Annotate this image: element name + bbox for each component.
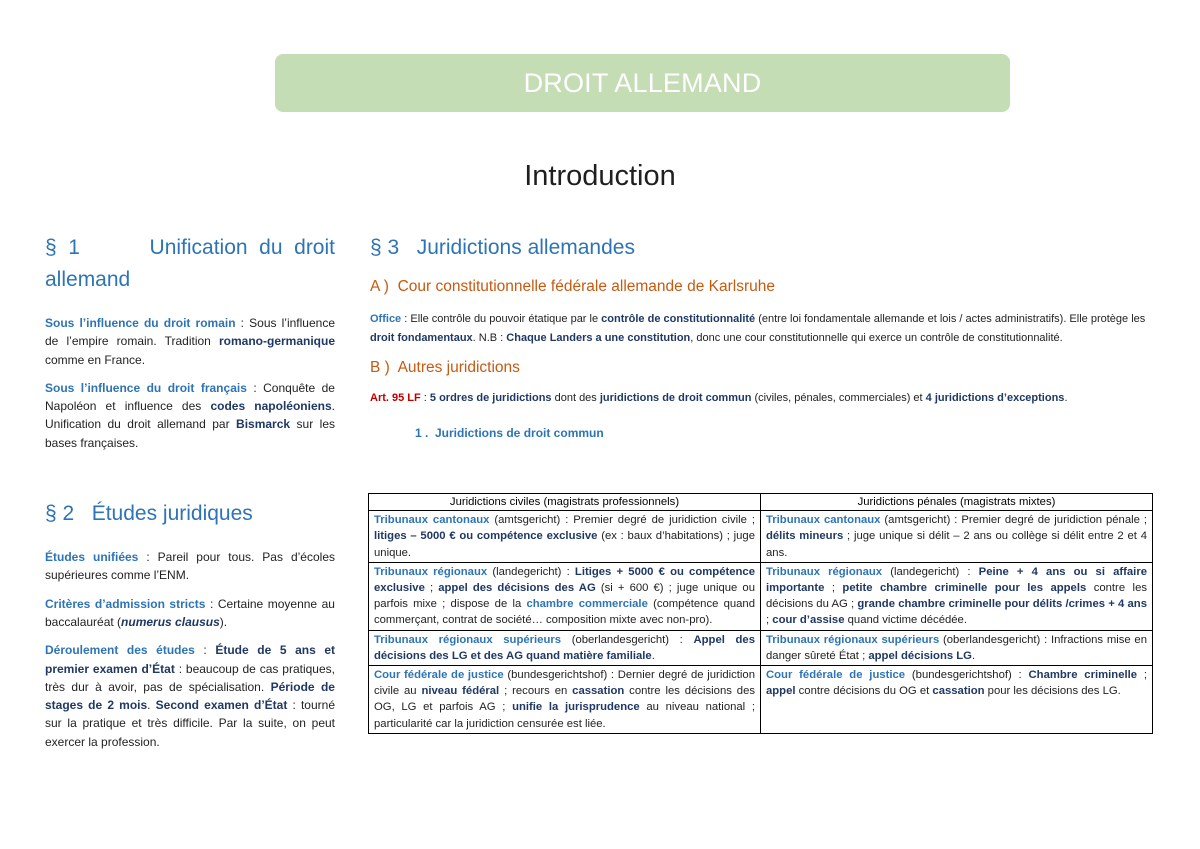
right-column: [370, 232, 1155, 440]
bold: droit fondamentaux: [370, 331, 473, 344]
bold: chambre commerciale: [526, 598, 648, 611]
lead: Déroulement des études: [45, 643, 195, 658]
lead: Cour fédérale de justice: [766, 669, 906, 682]
table-row: [369, 511, 1153, 563]
bold: cour d’assise: [772, 614, 845, 627]
lead: Critères d’admission stricts: [45, 596, 206, 611]
text: : Conquête de Napoléon et influence des: [45, 380, 335, 414]
bold: Litiges + 5000 € ou compétence exclusive: [374, 565, 755, 595]
cell-civil-federal: [369, 666, 761, 734]
cell-penal-cantonal: [761, 511, 1153, 563]
cell-civil-higher-regional: [369, 630, 761, 665]
section-2-title: § 2 Études juridiques: [45, 502, 253, 526]
text: (oberlandesgericht) : Infractions mise en danger sûreté État ;: [766, 633, 1147, 662]
table-row: [369, 666, 1153, 734]
text: .: [651, 649, 655, 662]
title-banner: [275, 54, 1010, 112]
text: (civiles, pénales, commerciales) et: [751, 392, 926, 404]
text: .: [147, 698, 156, 713]
text: : tourné sur la pratique et très difficile. Par la suite, on peut exercer la profession.: [45, 698, 335, 749]
text: ;: [424, 582, 439, 595]
subsection-b-title: B ) Autres juridictions: [370, 359, 520, 376]
paragraph-studies-course: [45, 641, 335, 751]
header-civil: Juridictions civiles (magistrats professionnels): [369, 494, 761, 511]
text: .: [1064, 392, 1068, 404]
left-column: [45, 232, 341, 751]
bold: appel: [766, 685, 796, 698]
bold-italic: numerus clausus: [121, 614, 220, 629]
bold: Appel des décisions des LG et des AG quand matière familiale: [374, 633, 755, 662]
lead: Sous l’influence du droit français: [45, 380, 247, 395]
text: quand victime décédée.: [844, 614, 967, 627]
text: (compétence quand commerçant, contrat de société… composition mixte avec non-pro).: [374, 598, 756, 627]
text: (ex : baux d’habitations) ; juge unique.: [374, 530, 755, 559]
bold: petite chambre criminelle pour les appels: [842, 582, 1087, 595]
lead: Tribunaux régionaux: [374, 565, 488, 578]
lead: Cour fédérale de justice: [374, 669, 504, 682]
text: (amtsgericht) : Premier degré de juridiction civile ;: [489, 514, 755, 527]
lead: Tribunaux régionaux: [766, 565, 883, 578]
text: .: [971, 649, 976, 662]
bold: Étude de 5 ans et premier examen d’État: [45, 643, 335, 676]
text: ;: [1137, 669, 1147, 682]
text: (landegericht) :: [882, 565, 979, 578]
bold: Bismarck: [236, 417, 291, 432]
lead: Sous l’influence du droit romain: [45, 316, 236, 330]
bold: Chambre criminelle: [1028, 669, 1138, 682]
cell-penal-higher-regional: [761, 630, 1153, 665]
lead: Tribunaux régionaux supérieurs: [766, 633, 940, 646]
text: (si + 600 €) ; juge unique ou parfois mixe ; dispose de la: [374, 582, 755, 611]
text: (amtsgericht) : Premier degré de juridiction pénale ;: [880, 514, 1147, 527]
text: comme en France.: [45, 352, 146, 367]
text: :: [194, 643, 216, 658]
document-title: DROIT ALLEMAND: [523, 67, 762, 98]
text: : Certaine moyenne au baccalauréat (: [45, 596, 335, 629]
lead: Office: [370, 313, 402, 325]
jurisdictions-table: [368, 493, 1153, 734]
text: contre décisions du OG et: [795, 685, 933, 698]
bold: codes napoléoniens: [210, 399, 332, 414]
bold: contrôle de constitutionnalité: [601, 313, 756, 325]
paragraph-french-law: [45, 379, 335, 452]
lead: Tribunaux cantonaux: [766, 514, 881, 527]
cell-civil-cantonal: [369, 511, 761, 563]
text: ).: [219, 614, 228, 629]
bold: cassation: [932, 685, 985, 698]
text: dont des: [551, 392, 600, 404]
text: pour les décisions des LG.: [984, 685, 1121, 698]
bold: romano-germanique: [218, 334, 335, 349]
lead: Études unifiées: [45, 550, 139, 565]
bold: Période de stages de 2 mois: [45, 679, 335, 713]
bold: niveau fédéral: [421, 685, 500, 698]
paragraph-art-95: [370, 389, 1155, 408]
paragraph-admission: [45, 595, 335, 632]
text: : beaucoup de cas pratiques, très dur à avoir, pas de spécialisation.: [45, 661, 335, 694]
subsection-1-title: 1 . Juridictions de droit commun: [415, 425, 604, 440]
text: sur les bases françaises.: [45, 417, 335, 450]
section-3-title: § 3 Juridictions allemandes: [370, 236, 635, 259]
section-1-title: § 1 Unification du droit allemand: [45, 236, 341, 291]
paragraph-roman-law: [45, 314, 335, 369]
table-header-row: [369, 494, 1153, 511]
text: (landegericht) :: [487, 565, 575, 578]
text: (bundesgerichtshof) : Dernier degré de juridiction civile au: [374, 669, 755, 698]
text: ; juge unique si délit – 2 ans ou collège si délit entre 2 et 4 ans.: [766, 530, 1147, 559]
bold: Chaque Landers a une constitution: [506, 331, 691, 344]
text: ;: [766, 614, 773, 627]
text: contre les décisions du AG ;: [766, 582, 1147, 611]
bold: Peine + 4 ans ou si affaire importante: [766, 565, 1147, 595]
text: , donc une cour constitutionnelle qui exerce un contrôle de constitutionnalité.: [690, 331, 1063, 344]
table-row: [369, 562, 1153, 630]
lead: Tribunaux cantonaux: [374, 514, 490, 527]
bold: délits mineurs: [766, 530, 844, 543]
bold: appel des décisions des AG: [438, 582, 596, 595]
text: . Unification du droit allemand par: [45, 399, 335, 432]
bold: cassation: [572, 685, 625, 698]
cell-civil-regional: [369, 562, 761, 630]
subsection-a-title: A ) Cour constitutionnelle fédérale allemande de Karlsruhe: [370, 278, 775, 295]
cell-penal-regional: [761, 562, 1153, 630]
bold: 5 ordres de juridictions: [429, 392, 552, 404]
text: (oberlandesgericht) :: [561, 633, 694, 646]
text: : Sous l’influence de l’empire romain. Tradition: [45, 316, 335, 349]
text: : Elle contrôle du pouvoir étatique par le: [401, 313, 602, 325]
text: :: [420, 392, 430, 404]
text: au niveau national ; particularité car la juridiction censurée est liée.: [374, 701, 755, 730]
bold: grande chambre criminelle pour délits /crimes + 4 ans: [857, 598, 1147, 611]
lead: Art. 95 LF: [370, 392, 421, 404]
paragraph-office: [370, 310, 1155, 347]
lead: Tribunaux régionaux supérieurs: [374, 633, 562, 646]
bold: unifie la jurisprudence: [512, 701, 640, 714]
text: (entre loi fondamentale allemande et lois / actes administratifs). Elle protège les: [755, 313, 1146, 325]
cell-penal-federal: [761, 666, 1153, 734]
paragraph-unified-studies: [45, 548, 335, 585]
page-title: Introduction: [524, 160, 676, 192]
bold: appel décisions LG: [868, 649, 972, 662]
bold: Second examen d’État: [155, 698, 288, 713]
text: ; recours en: [499, 685, 573, 698]
text: ;: [824, 582, 843, 595]
text: (bundesgerichtshof) :: [905, 669, 1029, 682]
text: . N.B :: [472, 331, 507, 344]
text: : Pareil pour tous. Pas d’écoles supérieures comme l’ENM.: [45, 550, 335, 583]
bold: juridictions de droit commun: [599, 392, 752, 404]
text: contre les décisions des OG, LG et parfois AG ;: [374, 685, 756, 714]
bold: 4 juridictions d’exceptions: [925, 392, 1065, 404]
table-row: [369, 630, 1153, 665]
header-penal: Juridictions pénales (magistrats mixtes): [761, 494, 1153, 511]
bold: litiges – 5000 € ou compétence exclusive: [374, 530, 598, 543]
